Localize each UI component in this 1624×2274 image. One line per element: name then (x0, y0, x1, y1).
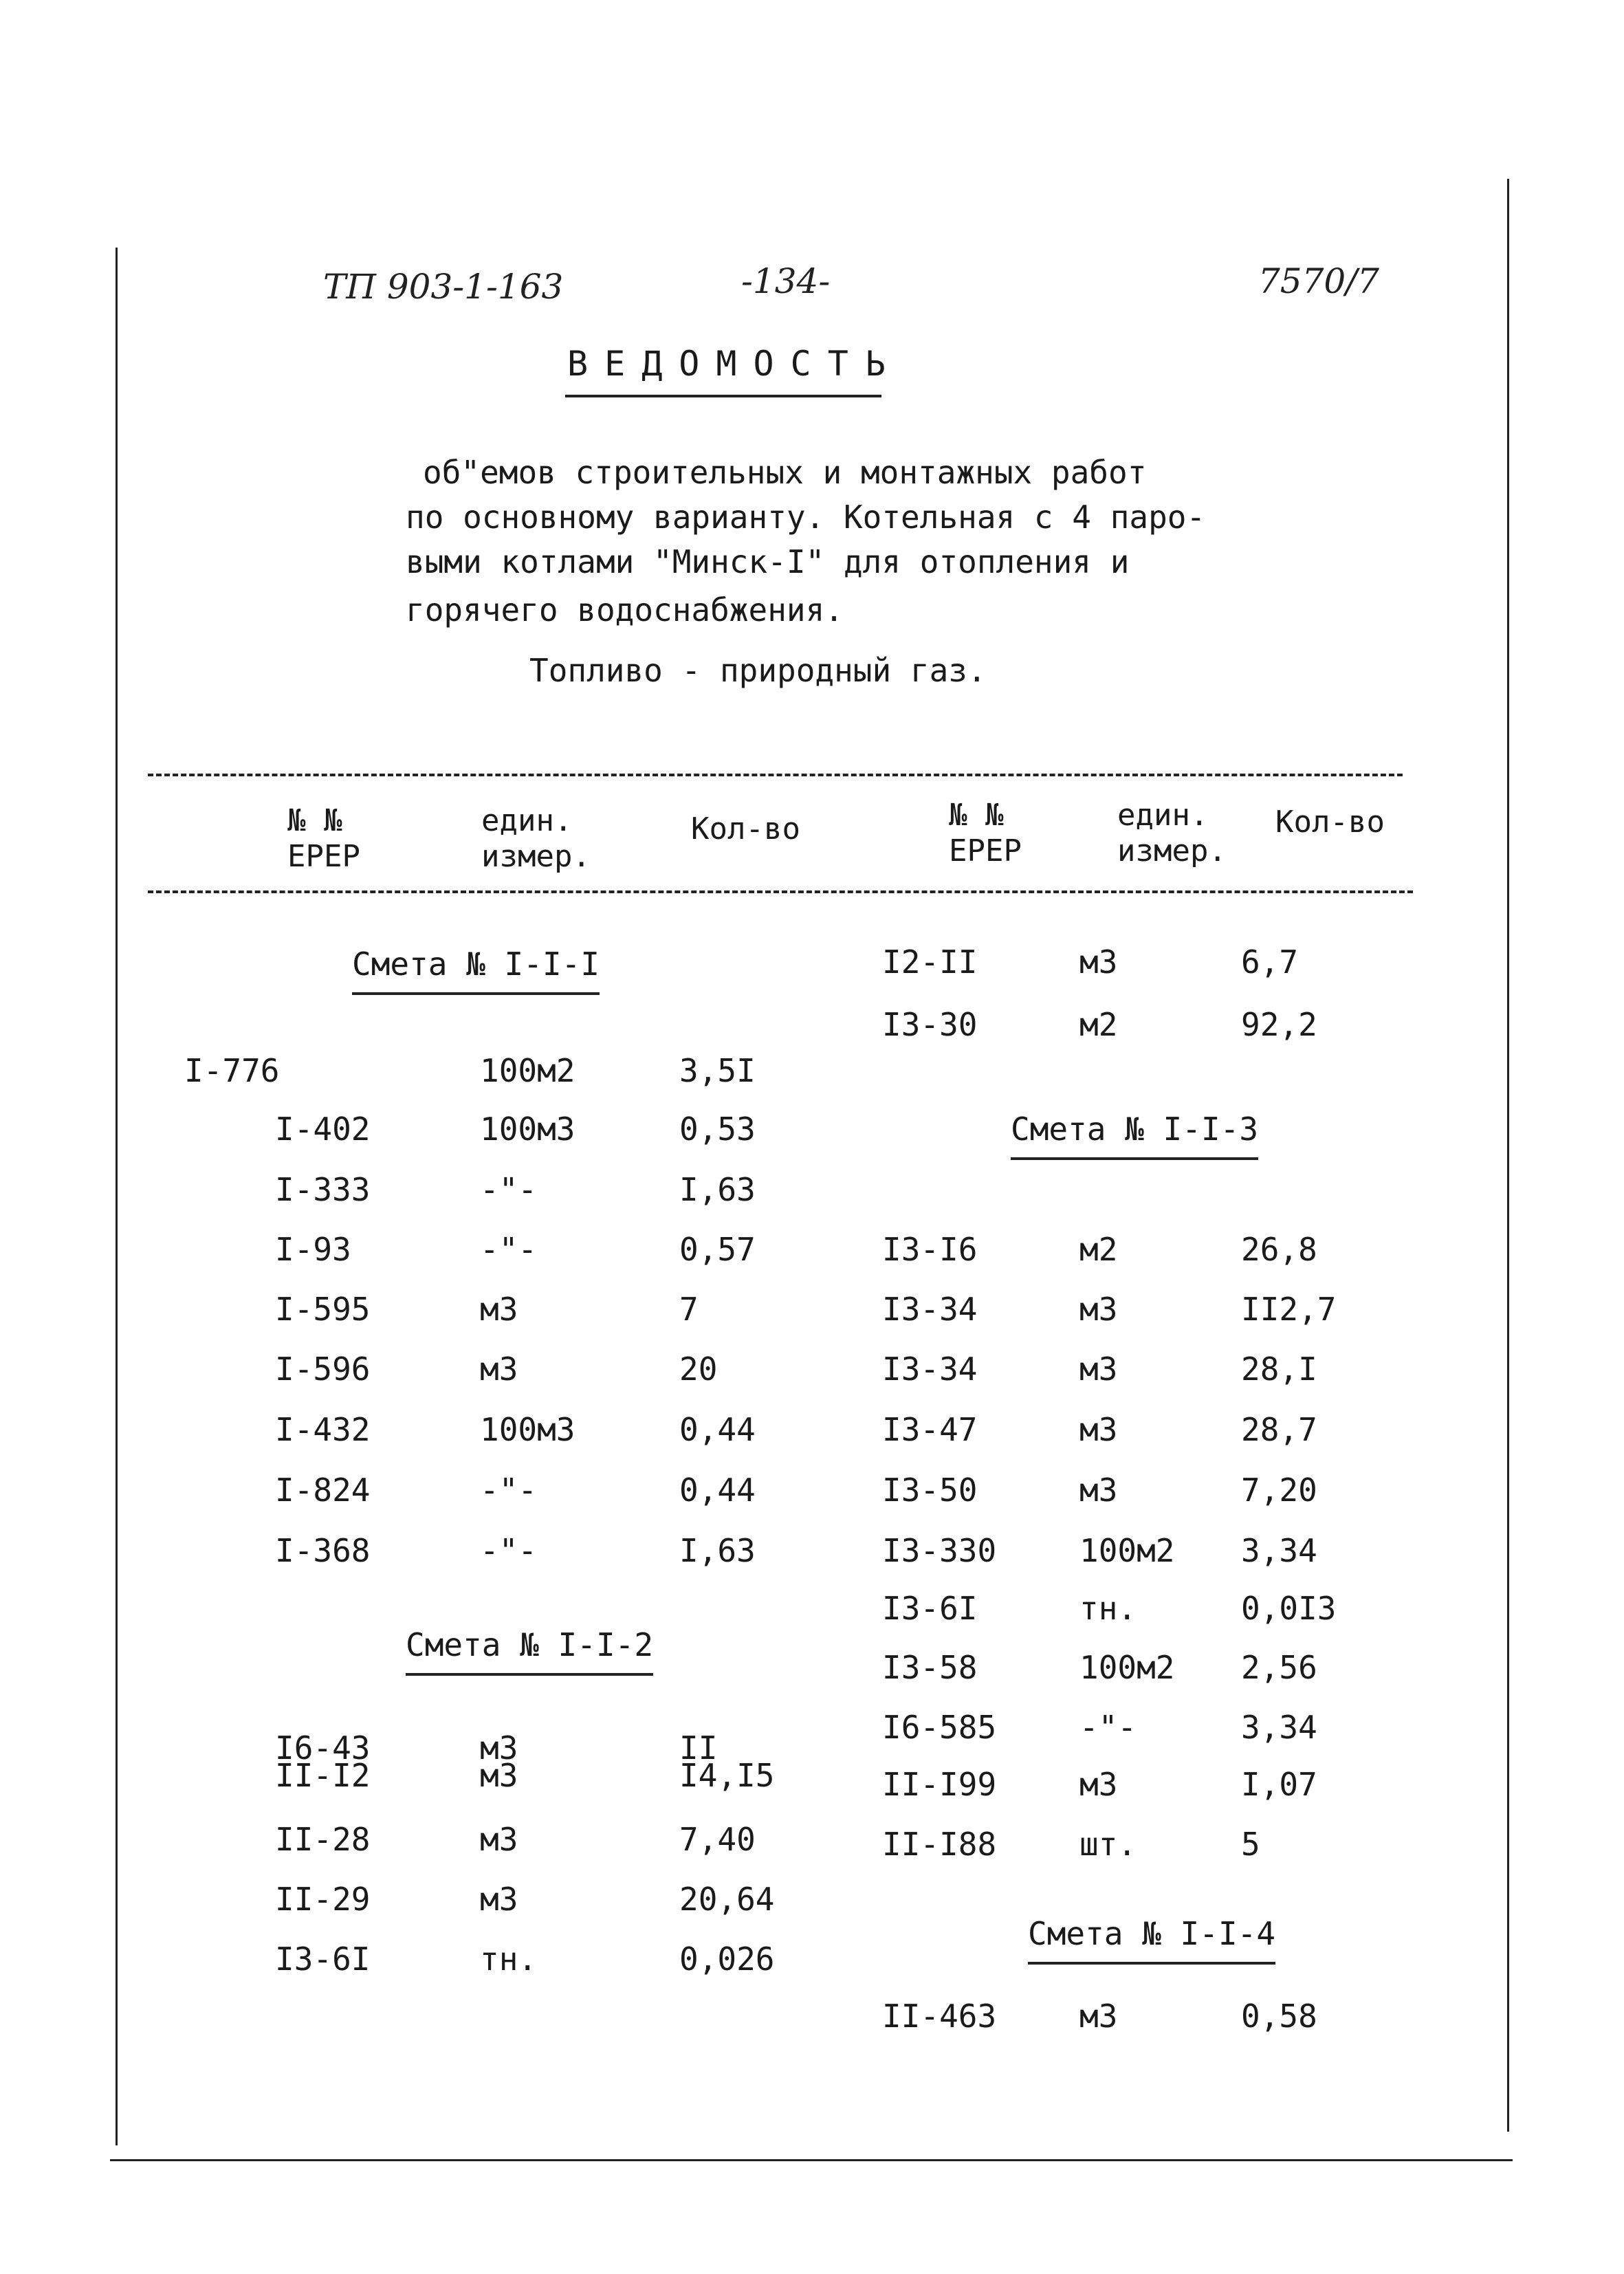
row-unit: м3 (1079, 1998, 1118, 2035)
row-code: II-463 (882, 1998, 997, 2035)
row-code: I2-II (882, 943, 978, 981)
estimate-2-title: Смета № I-I-2 (406, 1626, 653, 1676)
left-qty-header: Кол-во (691, 811, 800, 846)
row-code: I-776 (184, 1052, 280, 1089)
row-code: I3-6I (882, 1590, 978, 1627)
row-unit: м3 (480, 1821, 518, 1858)
row-unit: 100м2 (480, 1052, 575, 1089)
row-qty: 2,56 (1241, 1649, 1317, 1686)
row-qty: 3,34 (1241, 1532, 1317, 1569)
row-unit: 100м2 (1079, 1532, 1175, 1569)
row-unit: м3 (1079, 1351, 1118, 1388)
row-unit: тн. (1079, 1590, 1137, 1627)
row-qty: 0,44 (679, 1411, 756, 1448)
row-qty: 20 (679, 1351, 718, 1388)
row-qty: 0,44 (679, 1472, 756, 1509)
row-qty: 3,5I (679, 1052, 756, 1089)
description-line-4: горячего водоснабжения. (406, 591, 844, 628)
right-border-line (1507, 179, 1509, 2132)
row-unit: м3 (1079, 1766, 1118, 1803)
row-code: I3-I6 (882, 1231, 978, 1268)
row-code: I-333 (275, 1171, 371, 1208)
row-unit: -"- (480, 1231, 538, 1268)
sheet-code: 7570/7 (1258, 261, 1379, 301)
row-qty: I,63 (679, 1532, 756, 1569)
row-unit: тн. (480, 1940, 538, 1978)
row-qty: 3,34 (1241, 1709, 1317, 1746)
row-qty: I4,I5 (679, 1757, 775, 1794)
header-bottom-rule (148, 890, 1413, 893)
estimate-3-title: Смета № I-I-3 (1011, 1111, 1258, 1160)
left-border-line (116, 248, 118, 2145)
description-line-1: об"емов строительных и монтажных работ (423, 454, 1147, 491)
row-unit: -"- (480, 1532, 538, 1569)
row-unit: м2 (1079, 1006, 1118, 1043)
row-qty: 20,64 (679, 1881, 775, 1918)
row-unit: м2 (1079, 1231, 1118, 1268)
row-unit: м3 (480, 1757, 518, 1794)
row-unit: м3 (1079, 1411, 1118, 1448)
row-code: II-I2 (275, 1757, 371, 1794)
row-qty: 28,I (1241, 1351, 1317, 1388)
row-unit: 100м3 (480, 1411, 575, 1448)
row-qty: II (679, 1729, 718, 1767)
row-code: I-596 (275, 1351, 371, 1388)
row-qty: 7,20 (1241, 1472, 1317, 1509)
row-code: I3-47 (882, 1411, 978, 1448)
row-code: II-I99 (882, 1766, 997, 1803)
estimate-1-title: Смета № I-I-I (352, 945, 600, 995)
row-unit: 100м2 (1079, 1649, 1175, 1686)
row-unit: -"- (480, 1472, 538, 1509)
row-qty: 0,026 (679, 1940, 775, 1978)
row-unit: м3 (1079, 1472, 1118, 1509)
row-qty: 26,8 (1241, 1231, 1317, 1268)
title-underline (565, 395, 881, 397)
row-qty: II2,7 (1241, 1291, 1337, 1328)
row-qty: 7,40 (679, 1821, 756, 1858)
right-qty-header: Кол-во (1275, 805, 1385, 840)
description-line-3: выми котлами "Минск-I" для отопления и (406, 543, 1130, 580)
row-qty: 28,7 (1241, 1411, 1317, 1448)
row-unit: шт. (1079, 1826, 1137, 1863)
right-code-header: № № ЕРЕР (949, 798, 1022, 868)
row-qty: 0,53 (679, 1111, 756, 1148)
header-top-rule (148, 774, 1403, 776)
row-code: I3-34 (882, 1291, 978, 1328)
row-qty: 0,57 (679, 1231, 756, 1268)
row-code: I-595 (275, 1291, 371, 1328)
bottom-border-line (110, 2159, 1513, 2161)
row-qty: I,07 (1241, 1766, 1317, 1803)
row-code: I3-30 (882, 1006, 978, 1043)
row-qty: 0,0I3 (1241, 1590, 1337, 1627)
page-number: -134- (741, 261, 831, 301)
row-unit: м3 (480, 1881, 518, 1918)
row-code: I-432 (275, 1411, 371, 1448)
row-code: I3-34 (882, 1351, 978, 1388)
row-code: I-402 (275, 1111, 371, 1148)
row-code: I-824 (275, 1472, 371, 1509)
row-code: I6-585 (882, 1709, 997, 1746)
row-qty: 5 (1241, 1826, 1260, 1863)
row-code: I3-330 (882, 1532, 997, 1569)
row-unit: м3 (1079, 943, 1118, 981)
row-qty: 92,2 (1241, 1006, 1317, 1043)
row-unit: м3 (480, 1351, 518, 1388)
row-unit: -"- (1079, 1709, 1137, 1746)
row-unit: м3 (480, 1729, 518, 1767)
row-code: I-93 (275, 1231, 351, 1268)
left-unit-header: един. измер. (481, 803, 591, 874)
row-qty: 7 (679, 1291, 699, 1328)
row-qty: I,63 (679, 1171, 756, 1208)
project-code: ТП 903-1-163 (323, 267, 564, 307)
fuel-line: Топливо - природный газ. (529, 652, 987, 689)
row-qty: 6,7 (1241, 943, 1299, 981)
estimate-4-title: Смета № I-I-4 (1028, 1915, 1275, 1965)
left-code-header: № № ЕРЕР (287, 803, 360, 874)
row-code: I3-58 (882, 1649, 978, 1686)
row-code: I3-6I (275, 1940, 371, 1978)
row-code: II-28 (275, 1821, 371, 1858)
row-unit: м3 (1079, 1291, 1118, 1328)
row-code: I6-43 (275, 1729, 371, 1767)
row-unit: -"- (480, 1171, 538, 1208)
row-unit: 100м3 (480, 1111, 575, 1148)
document-title: ВЕДОМОСТЬ (567, 344, 902, 384)
right-unit-header: един. измер. (1117, 798, 1227, 868)
row-code: II-I88 (882, 1826, 997, 1863)
row-code: I3-50 (882, 1472, 978, 1509)
row-qty: 0,58 (1241, 1998, 1317, 2035)
description-line-2: по основному варианту. Котельная с 4 паро- (406, 499, 1206, 536)
row-unit: м3 (480, 1291, 518, 1328)
row-code: II-29 (275, 1881, 371, 1918)
row-code: I-368 (275, 1532, 371, 1569)
